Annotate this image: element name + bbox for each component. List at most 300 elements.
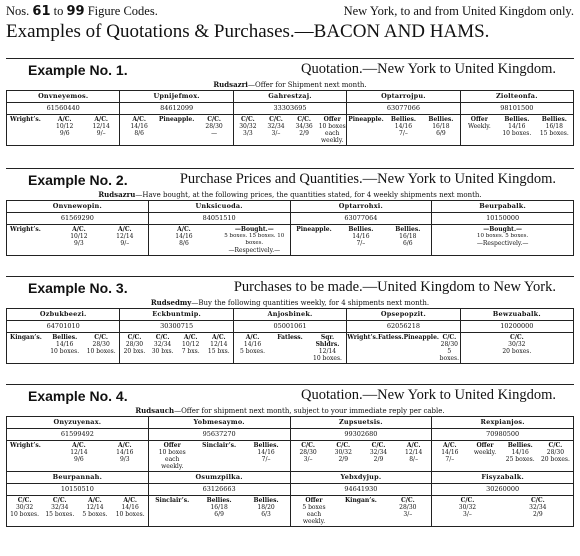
code-meaning	[347, 115, 459, 138]
meaning-line: Kingan’s.	[10, 334, 42, 341]
meaning-line: Wright’s.	[10, 116, 41, 123]
meaning-item	[384, 497, 431, 525]
code-meaning	[120, 115, 232, 138]
code-column	[432, 472, 573, 526]
code-number: 33303695	[234, 103, 346, 115]
meaning-line: 7/–	[356, 240, 366, 247]
meaning-line: Weekly.	[467, 123, 491, 130]
code-meaning	[149, 496, 290, 519]
code-meaning	[7, 115, 119, 138]
meaning-item	[503, 497, 573, 518]
code-number: 10150510	[7, 484, 148, 496]
example-label: Example No. 3.	[28, 280, 128, 296]
code-column	[461, 91, 573, 145]
meaning-line: 20 bxs.	[123, 348, 146, 355]
meaning-line: C/C.	[241, 116, 255, 123]
meaning-item	[7, 334, 46, 355]
code-column	[7, 309, 120, 363]
meaning-line: —Bought.—	[483, 226, 523, 233]
code-word: Yobmesaymo.	[149, 417, 290, 429]
meaning-line: weekly.	[473, 449, 497, 456]
meaning-line: A/C.	[123, 497, 137, 504]
code-meaning	[291, 225, 432, 248]
example-label: Example No. 1.	[28, 62, 128, 78]
meaning-line: 3/–	[463, 511, 472, 518]
meaning-line: C/C.	[269, 116, 283, 123]
example-note	[6, 406, 574, 416]
meaning-item	[83, 334, 119, 355]
meaning-line: 30/32	[239, 123, 257, 130]
meaning-line: 7/–	[399, 130, 408, 137]
meaning-item	[177, 334, 205, 355]
example-title: Quotation.—New York to United Kingdom.	[301, 387, 556, 403]
meaning-item	[309, 334, 346, 362]
meaning-item	[404, 334, 439, 362]
meaning-item	[467, 442, 502, 463]
meaning-line: Fatless.	[378, 334, 404, 341]
meaning-line: 2/9	[299, 130, 309, 137]
meaning-line: 16/18	[399, 233, 417, 240]
meaning-item	[361, 442, 396, 463]
example-section	[6, 60, 574, 146]
meaning-line: A/C.	[94, 116, 108, 123]
meaning-line: 7/–	[261, 456, 271, 463]
code-meaning	[149, 225, 290, 255]
meaning-line: 14/16	[130, 123, 148, 130]
code-number: 95637270	[149, 429, 290, 441]
meaning-line: 8/6	[134, 130, 144, 137]
code-meaning	[7, 496, 148, 519]
meaning-item	[498, 116, 535, 137]
meaning-line: 28/30	[546, 449, 565, 456]
example-code: Rudsedmy	[150, 298, 192, 307]
meaning-line: C/C.	[301, 442, 315, 449]
code-number: 61599492	[7, 429, 148, 441]
section-rule	[6, 58, 574, 59]
section-rule	[6, 168, 574, 169]
meaning-line: 30/32	[15, 504, 34, 511]
meaning-line: 28/30	[299, 449, 317, 456]
meaning-line: —Bought.—	[234, 226, 274, 233]
meaning-line: Wright’s.	[10, 442, 41, 449]
meaning-line: 10 boxes.	[313, 355, 342, 362]
meaning-line: 12/14	[92, 123, 110, 130]
meaning-item	[290, 116, 318, 144]
meaning-item	[83, 116, 119, 137]
ex3b-row	[7, 472, 573, 526]
meaning-item	[385, 116, 422, 137]
meaning-line: Bellies.	[390, 116, 416, 123]
meaning-line: 5 boxes.	[439, 348, 459, 362]
code-number: 10150000	[432, 213, 573, 225]
example-label: Example No. 4.	[28, 388, 128, 404]
ex0-row	[7, 91, 573, 145]
meaning-item	[243, 442, 290, 470]
meaning-line: Bellies.	[206, 497, 232, 504]
meaning-line: 5 boxes.	[239, 348, 266, 355]
example-note-text: —Have bought, at the following prices, the quantities stated, for 4 weekly shipments next month.	[135, 191, 482, 199]
code-column	[347, 91, 460, 145]
code-word: Ozbukbeezi.	[7, 309, 119, 321]
meaning-line: Bellies.	[52, 334, 78, 341]
meaning-line: A/C.	[132, 116, 146, 123]
code-column	[291, 417, 433, 471]
meaning-line: 25 boxes.	[505, 456, 535, 463]
meaning-line: C/C.	[52, 497, 67, 504]
meaning-line: 12/14	[318, 348, 337, 355]
meaning-item	[326, 442, 361, 463]
meaning-line: C/C.	[460, 497, 475, 504]
grid-bottom	[6, 145, 574, 146]
meaning-line: 28/30	[440, 341, 458, 348]
meaning-item	[234, 334, 271, 362]
code-meaning	[7, 333, 119, 356]
meaning-item	[56, 442, 102, 463]
code-word: Beurpabalk.	[432, 201, 573, 213]
meaning-line: 30/32	[458, 504, 477, 511]
meaning-item	[7, 442, 56, 463]
example-header	[6, 170, 574, 190]
nos-from: 61	[32, 4, 51, 19]
example-note-text: —Offer for Shipment next month.	[247, 81, 367, 89]
meaning-line: A/C.	[183, 334, 198, 341]
meaning-line: —	[211, 130, 218, 137]
meaning-line: 9/6	[74, 456, 84, 463]
code-number: 63077064	[291, 213, 432, 225]
grid-bottom	[6, 526, 574, 527]
meaning-line: Offer	[323, 116, 341, 123]
meaning-line: 9/6	[59, 130, 70, 137]
meaning-line: 6/9	[214, 511, 224, 518]
meaning-item	[120, 116, 157, 137]
meaning-line: 28/30	[125, 341, 144, 348]
meaning-item	[378, 334, 404, 362]
code-meaning	[432, 225, 573, 248]
code-column	[432, 201, 573, 255]
section-rule	[6, 384, 574, 385]
meaning-item	[46, 116, 82, 137]
meaning-item	[7, 497, 42, 518]
meaning-line: A/C.	[443, 442, 457, 449]
meaning-line: 20 boxes.	[540, 456, 570, 463]
meaning-item	[158, 116, 195, 137]
meaning-item	[337, 226, 384, 247]
meaning-item	[422, 116, 459, 137]
meaning-line: 15 boxes.	[45, 511, 75, 518]
meaning-line: Pineapple.	[296, 226, 332, 233]
meaning-line: A/C.	[406, 442, 421, 449]
meaning-line: 15 boxes.	[539, 130, 569, 137]
example-note-text: —Buy the following quantities weekly, for 4 shipments next month.	[191, 299, 430, 307]
code-number: 64701010	[7, 321, 119, 333]
page-header	[6, 4, 574, 20]
meaning-item	[196, 442, 243, 470]
example-note	[6, 190, 574, 200]
meaning-item	[42, 497, 77, 518]
meaning-line: each	[306, 511, 322, 518]
meaning-line: 10/12	[182, 341, 200, 348]
section-rule	[6, 276, 574, 277]
code-meaning	[7, 225, 148, 248]
meaning-line: 9/–	[96, 130, 106, 137]
meaning-line: Offer	[305, 497, 323, 504]
meaning-line: 2/9	[532, 511, 543, 518]
code-meaning	[347, 333, 459, 363]
meaning-line: 32/34	[153, 341, 172, 348]
ex1-grid	[6, 200, 574, 255]
meaning-line: 14/16	[257, 449, 275, 456]
code-number: 98101500	[461, 103, 573, 115]
grid-bottom	[6, 255, 574, 256]
meaning-line: C/C.	[548, 442, 563, 449]
code-word: Onvnewopin.	[7, 201, 148, 213]
meaning-line: Pineapple.	[158, 116, 195, 123]
code-word: Osumzpilka.	[149, 472, 290, 484]
code-column	[432, 417, 573, 471]
meaning-line: 3/–	[403, 511, 413, 518]
example-label: Example No. 2.	[28, 172, 128, 188]
example-code: Rudsazru	[98, 190, 136, 199]
code-number: 10200000	[461, 321, 573, 333]
meaning-line: 10 boxes.	[115, 511, 145, 518]
code-number: 94641930	[291, 484, 432, 496]
example-title: Purchases to be made.—United Kingdom to New York.	[233, 279, 556, 295]
meaning-line: 12/14	[70, 449, 88, 456]
meaning-line: 10/12	[56, 123, 74, 130]
meaning-line: 15 bxs.	[207, 348, 230, 355]
meaning-line: 14/16	[175, 233, 193, 240]
example-header	[6, 278, 574, 298]
meaning-line: 2/9	[373, 456, 384, 463]
meaning-line: 16/18	[432, 123, 450, 130]
meaning-line: A/C.	[57, 116, 72, 123]
meaning-item	[291, 497, 338, 525]
meaning-line: 10 boxes.	[50, 348, 80, 355]
meaning-line: Fatless.	[277, 334, 303, 341]
code-word: Anjosbinek.	[234, 309, 346, 321]
meaning-line: weekly.	[321, 137, 344, 144]
meaning-item	[536, 116, 573, 137]
meaning-line: 6/3	[261, 511, 271, 518]
meaning-line: C/C.	[371, 442, 386, 449]
meaning-line: 30/32	[334, 449, 352, 456]
meaning-line: C/C.	[509, 334, 524, 341]
meaning-line: A/C.	[88, 497, 102, 504]
meaning-line: 28/30	[205, 123, 223, 130]
meaning-line: 5 boxes	[302, 504, 326, 511]
meaning-line: weekly.	[161, 463, 184, 470]
meaning-line: Bellies.	[428, 116, 454, 123]
meaning-line: 32/34	[369, 449, 388, 456]
route-heading: New York, to and from United Kingdom only.	[343, 4, 574, 18]
meaning-line: 14/16	[508, 123, 526, 130]
meaning-line: 6/9	[436, 130, 446, 137]
meaning-line: 14/16	[441, 449, 459, 456]
meaning-line: C/C.	[94, 334, 109, 341]
code-word: Onyzuyenax.	[7, 417, 148, 429]
code-word: Rexpianjos.	[432, 417, 573, 429]
example-code: Rudsazri	[213, 80, 248, 89]
meaning-item	[149, 497, 196, 518]
code-word: Fisyzabalk.	[432, 472, 573, 484]
meaning-line: 32/34	[267, 123, 285, 130]
meaning-line: Bellies.	[253, 442, 279, 449]
ex3-grid	[6, 416, 574, 471]
meaning-item	[291, 226, 338, 247]
code-column	[291, 201, 433, 255]
meaning-line: 9/3	[119, 456, 130, 463]
meaning-line: 3/–	[303, 456, 313, 463]
meaning-item	[196, 497, 243, 518]
meaning-item	[56, 226, 102, 247]
meaning-line: Bellies.	[541, 116, 567, 123]
meaning-line: Pineapple.	[403, 334, 439, 341]
meaning-item	[262, 116, 290, 144]
meaning-line: 7 bxs.	[181, 348, 200, 355]
grid-bottom	[6, 363, 574, 364]
code-column	[120, 309, 233, 363]
meaning-line: 9/3	[74, 240, 84, 247]
meaning-item	[195, 116, 232, 137]
meaning-line: 14/16	[511, 449, 529, 456]
meaning-line: 14/16	[56, 341, 74, 348]
code-column	[291, 472, 433, 526]
meaning-line: C/C.	[530, 497, 545, 504]
ex2-row	[7, 309, 573, 363]
meaning-line: 5 boxes. 15 boxes. 10 boxes.	[224, 233, 285, 246]
meaning-line: 10/12	[70, 233, 88, 240]
meaning-line: 20 boxes.	[502, 348, 532, 355]
code-word: Upnijefmox.	[120, 91, 232, 103]
meaning-line: 12/14	[210, 341, 228, 348]
meaning-line: 10 boxes.	[502, 130, 532, 137]
meaning-item	[243, 497, 290, 518]
meaning-line: 28/30	[399, 504, 417, 511]
meaning-line: 14/16	[394, 123, 413, 130]
code-word: Onvneyemos.	[7, 91, 119, 103]
code-number: 30260000	[432, 484, 573, 496]
meaning-line: 10 boxes.	[86, 348, 116, 355]
meaning-line: Kingan’s.	[344, 497, 377, 504]
code-word: Zupsuetsis.	[291, 417, 432, 429]
meaning-line: 32/34	[51, 504, 69, 511]
code-number: 61569290	[7, 213, 148, 225]
code-word: Opsepopzit.	[347, 309, 459, 321]
meaning-item	[46, 334, 82, 355]
meaning-line: —Respectively.—	[228, 247, 281, 254]
meaning-item	[432, 442, 467, 463]
meaning-line: C/C.	[442, 334, 457, 341]
example-code: Rudsauch	[135, 406, 175, 415]
meaning-line: Sqr. Shldrs.	[315, 334, 340, 348]
example-title: Purchase Prices and Quantities.—New York to United Kingdom.	[179, 171, 556, 187]
code-number: 30300715	[120, 321, 232, 333]
code-meaning	[432, 496, 573, 519]
meaning-line: Pineapple.	[348, 116, 384, 123]
meaning-line: C/C.	[336, 442, 351, 449]
meaning-line: 12/14	[86, 504, 104, 511]
meaning-item	[538, 442, 573, 463]
meaning-line: 12/14	[405, 449, 423, 456]
code-meaning	[120, 333, 232, 356]
meaning-item	[271, 334, 308, 362]
meaning-line: 14/16	[352, 233, 370, 240]
meaning-line: 2/9	[338, 456, 349, 463]
meaning-line: 12/14	[116, 233, 134, 240]
ex3-row	[7, 417, 573, 471]
meaning-line: 8/–	[409, 456, 419, 463]
meaning-line: weekly.	[302, 518, 326, 525]
meaning-item	[219, 226, 289, 254]
code-meaning	[149, 441, 290, 471]
meaning-line: A/C.	[72, 226, 86, 233]
code-number: 99302680	[291, 429, 432, 441]
meaning-line: C/C.	[17, 497, 32, 504]
meaning-line: 16/18	[210, 504, 228, 511]
meaning-line: 18/20	[257, 504, 275, 511]
code-column	[149, 417, 291, 471]
example-section	[6, 386, 574, 527]
meaning-item	[461, 116, 498, 137]
meaning-item	[102, 226, 148, 247]
meaning-line: 10 boxes	[158, 449, 186, 456]
code-meaning	[291, 496, 432, 526]
code-number: 84051510	[149, 213, 290, 225]
code-meaning	[461, 333, 573, 356]
meaning-line: 16/18	[545, 123, 563, 130]
meaning-item	[347, 116, 384, 137]
code-column	[234, 91, 347, 145]
meaning-line: A/C.	[245, 334, 260, 341]
meaning-line: Wright’s.	[347, 334, 379, 341]
meaning-line: 8/6	[179, 240, 189, 247]
code-word: Bewzuabalk.	[461, 309, 573, 321]
meaning-line: 14/16	[116, 449, 134, 456]
code-number: 63077066	[347, 103, 459, 115]
example-header	[6, 386, 574, 406]
code-word: Optarrohxi.	[291, 201, 432, 213]
meaning-line: Sinclair’s.	[155, 497, 190, 504]
meaning-item	[337, 497, 384, 525]
code-column	[120, 91, 233, 145]
meaning-item	[384, 226, 431, 247]
meaning-line: 3/3	[243, 130, 253, 137]
example-section	[6, 170, 574, 256]
meaning-item	[503, 442, 538, 463]
meaning-item	[149, 442, 196, 470]
example-header	[6, 60, 574, 80]
meaning-item	[120, 334, 148, 355]
meaning-line: each	[325, 130, 340, 137]
meaning-item	[149, 226, 219, 254]
code-column	[7, 201, 149, 255]
meaning-line: 28/30	[92, 341, 110, 348]
code-meaning	[234, 333, 346, 363]
ex3b-grid	[6, 471, 574, 526]
meaning-line: C/C.	[127, 334, 142, 341]
meaning-line: Wright’s.	[10, 226, 41, 233]
code-column	[7, 91, 120, 145]
meaning-line: 30/32	[508, 341, 526, 348]
code-meaning	[291, 441, 432, 464]
meaning-item	[347, 334, 378, 362]
code-number: 62056218	[347, 321, 459, 333]
meaning-line: Sinclair’s.	[202, 442, 237, 449]
code-column	[234, 309, 347, 363]
code-number: 84612099	[120, 103, 232, 115]
code-column	[7, 472, 149, 526]
code-meaning	[7, 441, 148, 464]
